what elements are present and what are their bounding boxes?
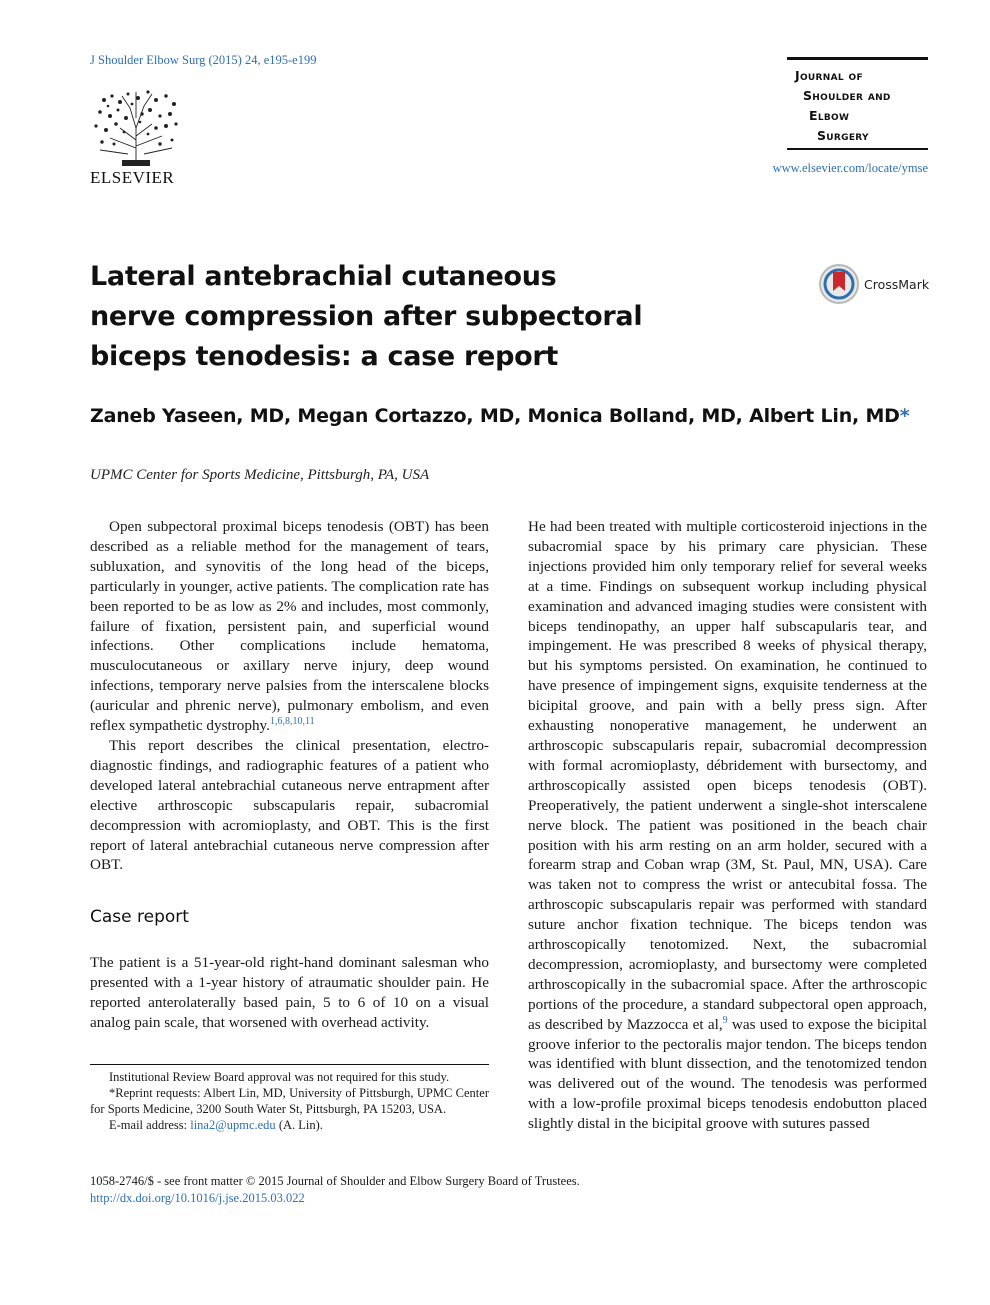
email-link[interactable]: lina2@upmc.edu [190, 1118, 276, 1132]
footnotes [90, 1064, 489, 1133]
elsevier-tree-logo [90, 88, 182, 166]
crossmark-button[interactable] [818, 263, 929, 305]
affiliation: UPMC Center for Sports Medicine, Pittsburgh, PA, USA [90, 467, 430, 483]
reference-citation[interactable]: 9 [722, 1014, 728, 1026]
email-suffix: (A. Lin). [275, 1118, 323, 1132]
intro-paragraph-2: This report describes the clinical presentation, electro-diagnostic findings, and radiographic features of a patient who developed lateral antebrachial cutaneous nerve entrapment after elective arthroscopic subscapularis repair, subacromial decompression with acromioplasty, and OBT. This is the first report of lateral antebrachial cutaneous nerve compression after OBT. [90, 736, 489, 874]
journal-url-link[interactable]: www.elsevier.com/locate/ymse [772, 161, 928, 175]
intro-paragraph-1 [90, 517, 489, 736]
doi-link[interactable]: http://dx.doi.org/10.1016/j.jse.2015.03.022 [90, 1190, 305, 1205]
journal-logo-line-4: Surgery [817, 128, 869, 143]
journal-logo-rule [787, 148, 928, 150]
corresponding-author-mark[interactable]: * [899, 405, 910, 427]
journal-logo-line-3: Elbow [809, 108, 850, 123]
reference-citation[interactable]: 1,6,8,10,11 [269, 716, 315, 727]
publisher-logo-text: ELSEVIER [90, 168, 175, 187]
article-title: Lateral antebrachial cutaneous nerve compression after subpectoral biceps tenodesis: a case report [90, 261, 643, 372]
footnote-email [90, 1117, 489, 1133]
footnote-reprint: *Reprint requests: Albert Lin, MD, University of Pittsburgh, UPMC Center for Sports Medicine, 3200 South Water St, Pittsburgh, PA 15203, USA. [90, 1086, 489, 1116]
footnote-irb: Institutional Review Board approval was not required for this study. [109, 1070, 450, 1084]
crossmark-label: CrossMark [864, 276, 930, 292]
case-paragraph-1: The patient is a 51-year-old right-hand dominant salesman who presented with a 1-year history of atraumatic shoulder pain. He reported anterolaterally based pain, 5 to 6 of 10 on a visual analog pain scale, that worsened with overhead activity. [90, 954, 489, 1031]
journal-logo-line-2: Shoulder and [803, 88, 891, 103]
author-names: Zaneb Yaseen, MD, Megan Cortazzo, MD, Monica Bolland, MD, Albert Lin, MD [90, 405, 900, 427]
case-paragraph-2 [528, 517, 927, 1134]
right-column [528, 517, 927, 1134]
copyright-line: 1058-2746/$ - see front matter © 2015 Journal of Shoulder and Elbow Surgery Board of Trustees. [90, 1174, 580, 1188]
crossmark-icon [818, 263, 860, 305]
journal-logo [787, 57, 928, 146]
section-heading-case-report: Case report [90, 907, 189, 928]
left-column [90, 517, 489, 1033]
journal-logo-line-1: Journal of [795, 68, 863, 83]
author-list [90, 405, 910, 427]
case-paragraph-2-text-a: He had been treated with multiple corticosteroid injections in the subacromial space by his primary care physician. These injections provided him only temporary relief for several weeks at a time. Findings on subsequent workup including physical examination and advanced imaging studies were consistent with biceps tendinopathy, an upper half subscapularis tear, and impingement. He was prescribed 8 weeks of physical therapy, but his symptoms persisted. On examination, he continued to have presence of impingement signs, exquisite tenderness at the bicipital groove, and pain with a belly press sign. After exhausting nonoperative management, he underwent an arthroscopic subscapularis repair, subacromial decompression with formal acromioplasty, débridement with bursectomy, and arthroscopically assisted open biceps tenodesis (OBT). Preoperatively, the patient underwent a single-shot interscalene nerve block. The patient was positioned in the beach chair position with his arm resting on an arm holder, secured with a forearm strap and Coban wrap (3M, St. Paul, MN, USA). Care was taken not to compress the wrist or antecubital fossa. The arthroscopic subscapularis repair was performed with standard suture anchor fixation technique. The biceps tendon was arthroscopically tenotomized. Next, the subacromial decompression, acromioplasty, and bursectomy were completed arthroscopically in the subacromial space. After the arthroscopic portions of the procedure, a standard subpectoral open approach, as described by Mazzocca et al, [528, 518, 927, 1033]
intro-paragraph-1-text: Open subpectoral proximal biceps tenodesis (OBT) has been described as a reliable method for the management of tears, subluxation, and synovitis of the long head of the biceps, particularly in younger, active patients. The complication rate has been reported to be as low as 2% and includes, most commonly, failure of fixation, persistent pain, and superficial wound infections. Other complications include hematoma, musculocutaneous or axillary nerve injury, deep wound infections, temporary nerve palsies from the interscalene blocks (auricular and phrenic nerve), pulmonary embolism, and even reflex sympathetic dystrophy. [90, 518, 489, 735]
email-label: E-mail address: [109, 1118, 191, 1132]
page-footer [90, 1173, 580, 1206]
citation-line[interactable]: J Shoulder Elbow Surg (2015) 24, e195-e199 [90, 53, 317, 67]
case-paragraph-2-text-b: was used to expose the bicipital groove inferior to the pectoralis major tendon. The biceps tendon was identified with blunt dissection, and the tenotomized tendon was delivered out of the wound. The tenodesis was performed with a low-profile proximal biceps tenodesis endobutton placed slightly distal in the bicipital groove with sutures passed [528, 1015, 927, 1133]
